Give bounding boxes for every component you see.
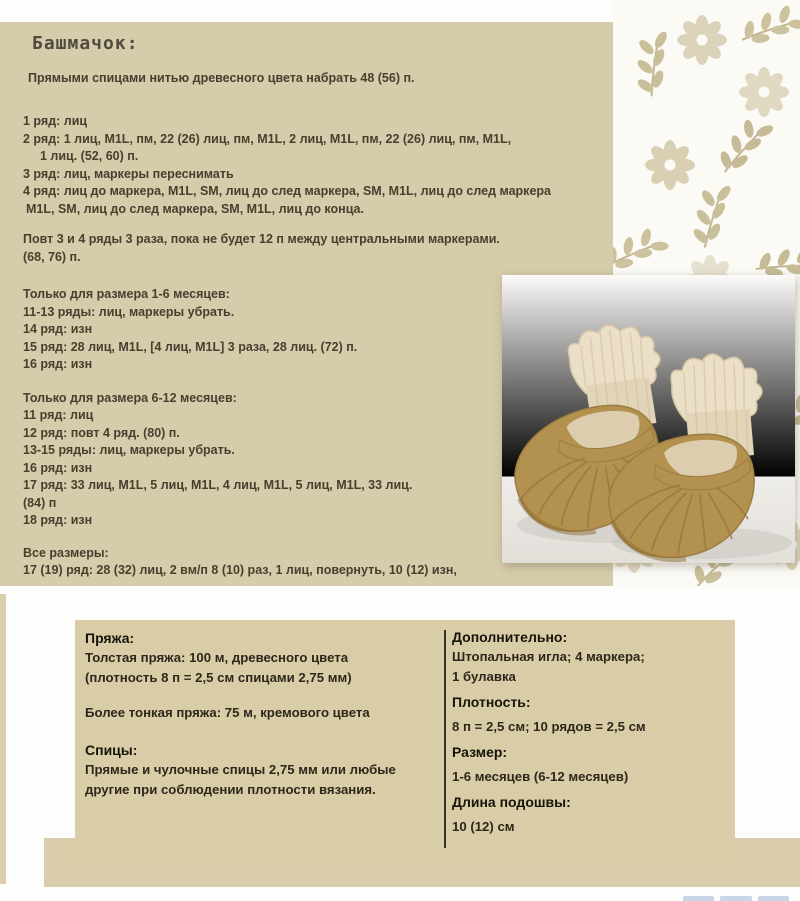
extras-line: 1 булавка	[452, 669, 516, 684]
pattern-line: Повт 3 и 4 ряды 3 раза, пока не будет 12 п между центральными маркерами.	[23, 232, 500, 246]
left-edge-strip	[0, 594, 6, 884]
yarn-line: (плотность 8 п = 2,5 см спицами 2,75 мм)	[85, 670, 352, 685]
column-divider	[444, 630, 446, 848]
pattern-line: 16 ряд: изн	[23, 460, 93, 475]
gauge-value: 8 п = 2,5 см; 10 рядов = 2,5 см	[452, 719, 646, 734]
pattern-line: 12 ряд: повт 4 ряд. (80) п.	[23, 425, 180, 440]
yarn-heading: Пряжа:	[85, 630, 135, 646]
extras-heading: Дополнительно:	[452, 629, 568, 645]
pattern-line: 13-15 ряды: лиц, маркеры убрать.	[23, 443, 235, 457]
size-value: 1-6 месяцев (6-12 месяцев)	[452, 769, 629, 784]
pattern-paragraph-repeat	[23, 231, 613, 266]
pattern-line: 4 ряд: лиц до маркера, M1L, SM, лиц до след маркера, SM, M1L, лиц до след маркера	[23, 184, 551, 198]
pattern-line: 3 ряд: лиц, маркеры переснимать	[23, 166, 234, 181]
pattern-line: 18 ряд: изн	[23, 513, 93, 527]
sole-length-heading: Длина подошвы:	[452, 794, 571, 810]
sole-length-value: 10 (12) см	[452, 819, 515, 834]
yarn-line: Более тонкая пряжа: 75 м, кремового цвета	[85, 705, 370, 720]
needles-line: Прямые и чулочные спицы 2,75 мм или любые	[85, 762, 396, 777]
watermark-fragment	[683, 896, 789, 901]
pattern-line: Все размеры:	[23, 545, 109, 560]
needles-line: другие при соблюдении плотности вязания.	[85, 782, 376, 797]
pattern-line: 17 (19) ряд: 28 (32) лиц, 2 вм/п 8 (10) раз, 1 лиц, повернуть, 10 (12) изн,	[23, 563, 457, 577]
pattern-line: 17 ряд: 33 лиц, M1L, 5 лиц, M1L, 4 лиц, M1L, 5 лиц, M1L, 33 лиц.	[23, 478, 413, 492]
pattern-line: 1 лиц. (52, 60) п.	[40, 149, 139, 163]
pattern-paragraph-rows-1-4	[23, 113, 613, 218]
pattern-line: 1 ряд: лиц	[23, 114, 88, 128]
pattern-line: 15 ряд: 28 лиц, M1L, [4 лиц, M1L] 3 раза, 28 лиц. (72) п.	[23, 339, 358, 354]
materials-right-column	[452, 627, 727, 837]
pattern-line: 2 ряд: 1 лиц, M1L, пм, 22 (26) лиц, пм, M1L, 2 лиц, M1L, пм, 22 (26) лиц, пм, M1L,	[23, 131, 512, 146]
pattern-line: Только для размера 1-6 месяцев:	[23, 287, 230, 301]
needles-heading: Спицы:	[85, 742, 138, 758]
extras-line: Штопальная игла; 4 маркера;	[452, 649, 645, 664]
gauge-heading: Плотность:	[452, 694, 531, 710]
materials-left-column	[85, 628, 445, 800]
pattern-line: M1L, SM, лиц до след маркера, SM, M1L, лиц до конца.	[26, 201, 364, 216]
pattern-line: 14 ряд: изн	[23, 322, 93, 336]
pattern-line: (84) п	[23, 495, 57, 510]
size-heading: Размер:	[452, 744, 508, 760]
pattern-line: Только для размера 6-12 месяцев:	[23, 390, 237, 405]
pattern-line: (68, 76) п.	[23, 249, 81, 264]
booties-photo	[502, 275, 795, 563]
pattern-line: 11-13 ряды: лиц, маркеры убрать.	[23, 304, 235, 319]
pattern-line: 16 ряд: изн	[23, 357, 93, 371]
yarn-line: Толстая пряжа: 100 м, древесного цвета	[85, 650, 349, 665]
pattern-line: 11 ряд: лиц	[23, 408, 94, 422]
booties-illustration-icon	[502, 275, 795, 563]
page-title: Башмачок:	[32, 33, 139, 54]
materials-panel	[75, 620, 735, 863]
pattern-intro: Прямыми спицами нитью древесного цвета набрать 48 (56) п.	[28, 71, 415, 85]
